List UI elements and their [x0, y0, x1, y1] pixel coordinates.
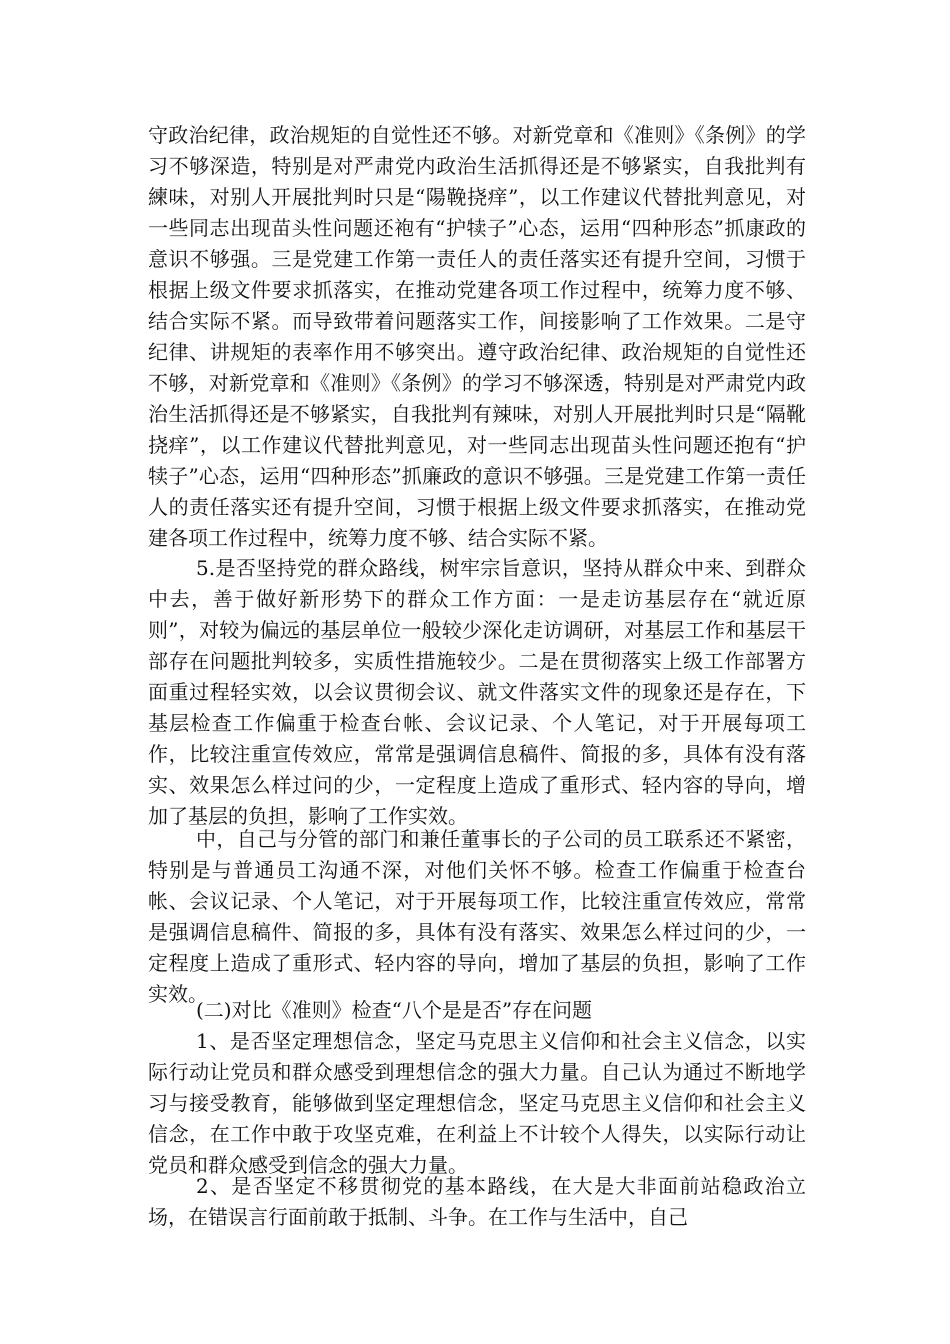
paragraph-discipline: 守政治纪律，政治规矩的自觉性还不够。对新党章和《准则》《条例》的学习不够深造，特别是对严肃党内政治生活抓得还是不够紧实，自我批判有練味，对别人开展批判时只是“陽鞔挠痒”，以工作建议代替批判意见，对一些同志出现苗头性问题还袍有“护犊子”心态，运用“四种形态”抓康政的意识不够强。三是党建工作第一责任人的责任落实还有提升空间，习惯于根据上级文件要求抓落实，在推动党建各项工作过程中，统筹力度不够、结合实际不紧。而导致带着问题落实工作，间接影响了工作效果。二是守纪律、讲规矩的表率作用不够突出。遵守政治纪律、政治规矩的自觉性还不够，对新党章和《准则》《条例》的学习不够深透，特别是对严肃党内政治生活抓得还是不够紧实，自我批判有辣味，对别人开展批判时只是“隔靴挠痒”，以工作建议代替批判意见，对一些同志出现苗头性问题还抱有“护犊子”心态，运用“四种形态”抓廉政的意识不够强。三是党建工作第一责任人的责任落实还有提升空间，习惯于根据上级文件要求抓落实，在推动党建各项工作过程中，统筹力度不够、结合实际不紧。	[148, 123, 806, 550]
paragraph-basic-line: 2、是否坚定不移贯彻党的基本路线，在大是大非面前站稳政治立场，在错误言行面前敢于抵制、斗争。在工作与生活中，自己	[148, 1174, 806, 1229]
section-heading-eight-checks: (二)对比《准则》检查“八个是是否”存在问题	[196, 998, 593, 1022]
paragraph-ideals-beliefs: 1、是否坚定理想信念，坚定马克思主义信仰和社会主义信念，以实际行动让党员和群众感受到理想信念的强大力量。自己认为通过不断地学习与接受教育，能够做到坚定理想信念，坚定马克思主义信仰和社会主义信念，在工作中敢于攻坚克难，在利益上不计较个人得失，以实际行动让党员和群众感受到信念的强大力量。	[148, 1029, 806, 1177]
paragraph-mass-line: 5.是否坚持党的群众路线，树牢宗旨意识，坚持从群众中来、到群众中去，善于做好新形势下的群众工作方面：一是走访基层存在“就近原则”，对较为偏远的基层单位一般较少深化走访调研，对基层工作和基层干部存在问题批判较多，实质性措施较少。二是在贯彻落实上级工作部署方面重过程轻实效，以会议贯彻会议、就文件落实文件的现象还是存在，下基层检查工作偏重于检查台帐、会议记录、个人笔记，对于开展每项工作，比较注重宣传效应，常常是强调信息稿件、简报的多，具体有没有落实、效果怎么样过问的少，一定程度上造成了重形式、轻内容的导向，增加了基层的负担，影响了工作实效。	[148, 556, 806, 828]
paragraph-staff-contact: 中，自己与分管的部门和兼任董事长的子公司的员工联系还不紧密，特别是与普通员工沟通不深，对他们关怀不够。检查工作偏重于检查台帐、会议记录、个人笔记，对于开展每项工作，比较注重宣传效应，常常是强调信息稿件、简报的多，具体有没有落实、效果怎么样过问的少，一定程度上造成了重形式、轻内容的导向，增加了基层的负担，影响了工作实效。	[148, 827, 806, 1006]
